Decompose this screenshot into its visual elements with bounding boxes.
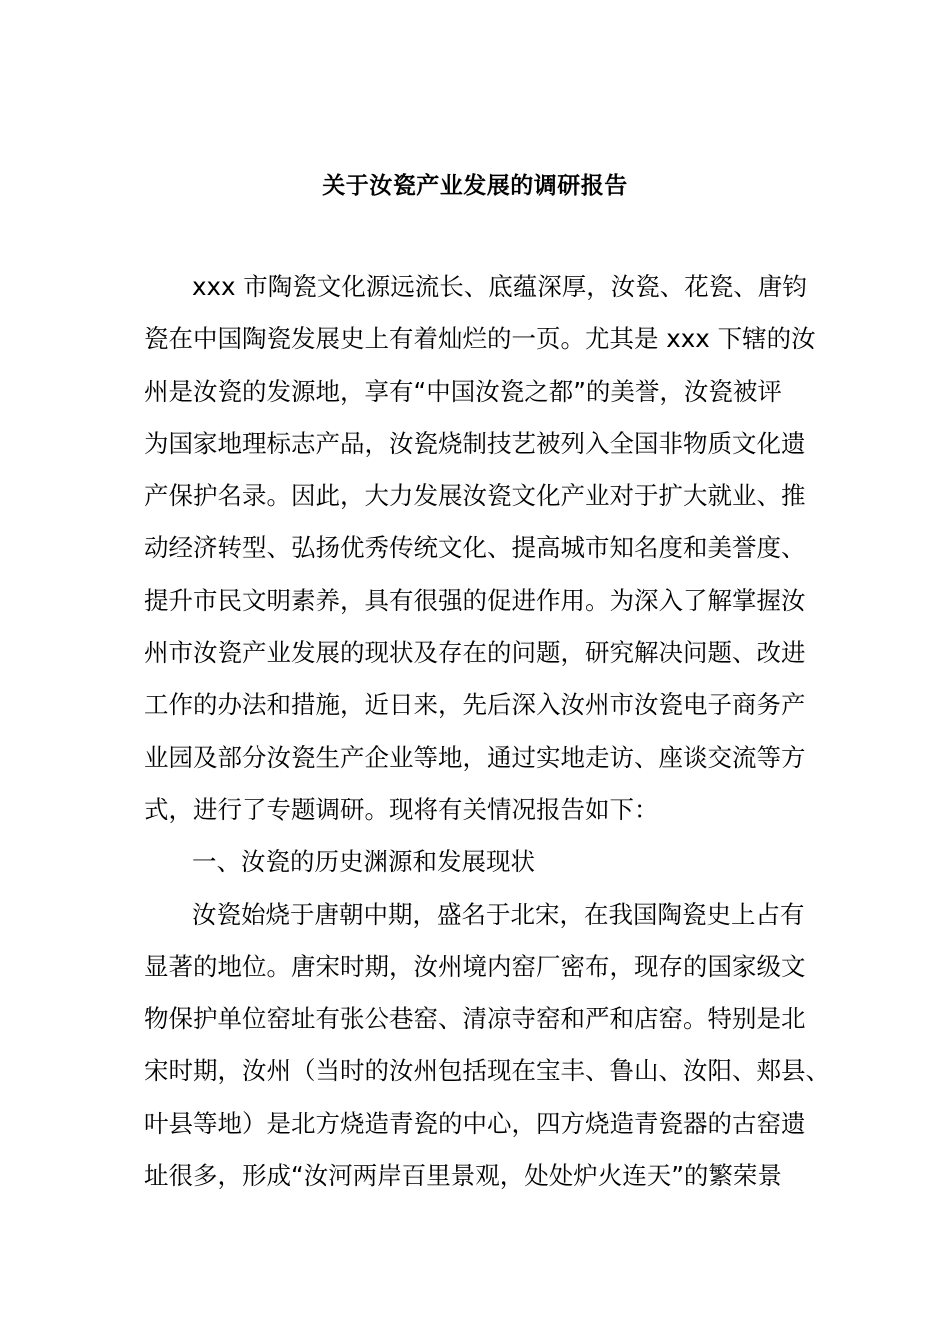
paragraph-line: 州是汝瓷的发源地，享有“中国汝瓷之都”的美誉，汝瓷被评: [144, 376, 782, 406]
paragraph-line: 业园及部分汝瓷生产企业等地，通过实地走访、座谈交流等方: [144, 742, 806, 772]
paragraph-line: 物保护单位窑址有张公巷窑、清凉寺窑和严和店窑。特别是北: [144, 1004, 806, 1034]
paragraph-line: xxx 市陶瓷文化源远流长、底蕴深厚，汝瓷、花瓷、唐钧: [192, 272, 807, 301]
paragraph-line: 动经济转型、弘扬优秀传统文化、提高城市知名度和美誉度、: [144, 533, 806, 563]
paragraph-line: 瓷在中国陶瓷发展史上有着灿烂的一页。尤其是 xxx 下辖的汝: [144, 324, 816, 354]
paragraph-line: 汝瓷始烧于唐朝中期，盛名于北宋，在我国陶瓷史上占有: [192, 899, 805, 929]
paragraph-line: 叶县等地）是北方烧造青瓷的中心，四方烧造青瓷器的古窑遗: [144, 1108, 806, 1138]
document-body: [144, 265, 830, 1206]
paragraph-line: 为国家地理标志产品，汝瓷烧制技艺被列入全国非物质文化遗: [144, 428, 806, 458]
paragraph-line: 工作的办法和措施，近日来，先后深入汝州市汝瓷电子商务产: [144, 690, 806, 720]
paragraph-line: 式，进行了专题调研。现将有关情况报告如下：: [144, 794, 659, 824]
document-title: 关于汝瓷产业发展的调研报告: [322, 173, 628, 199]
paragraph-line: 宋时期，汝州（当时的汝州包括现在宝丰、鲁山、汝阳、郏县、: [144, 1056, 830, 1086]
section-heading: 一、汝瓷的历史渊源和发展现状: [192, 847, 535, 877]
paragraph-line: 州市汝瓷产业发展的现状及存在的问题，研究解决问题、改进: [144, 638, 806, 668]
paragraph-line: 显著的地位。唐宋时期，汝州境内窑厂密布，现存的国家级文: [144, 951, 806, 981]
paragraph-line: 产保护名录。因此，大力发展汝瓷文化产业对于扩大就业、推: [144, 481, 806, 511]
paragraph-line: 址很多，形成“汝河两岸百里景观，处处炉火连天”的繁荣景: [144, 1161, 782, 1191]
paragraph-line: 提升市民文明素养，具有很强的促进作用。为深入了解掌握汝: [144, 585, 806, 615]
